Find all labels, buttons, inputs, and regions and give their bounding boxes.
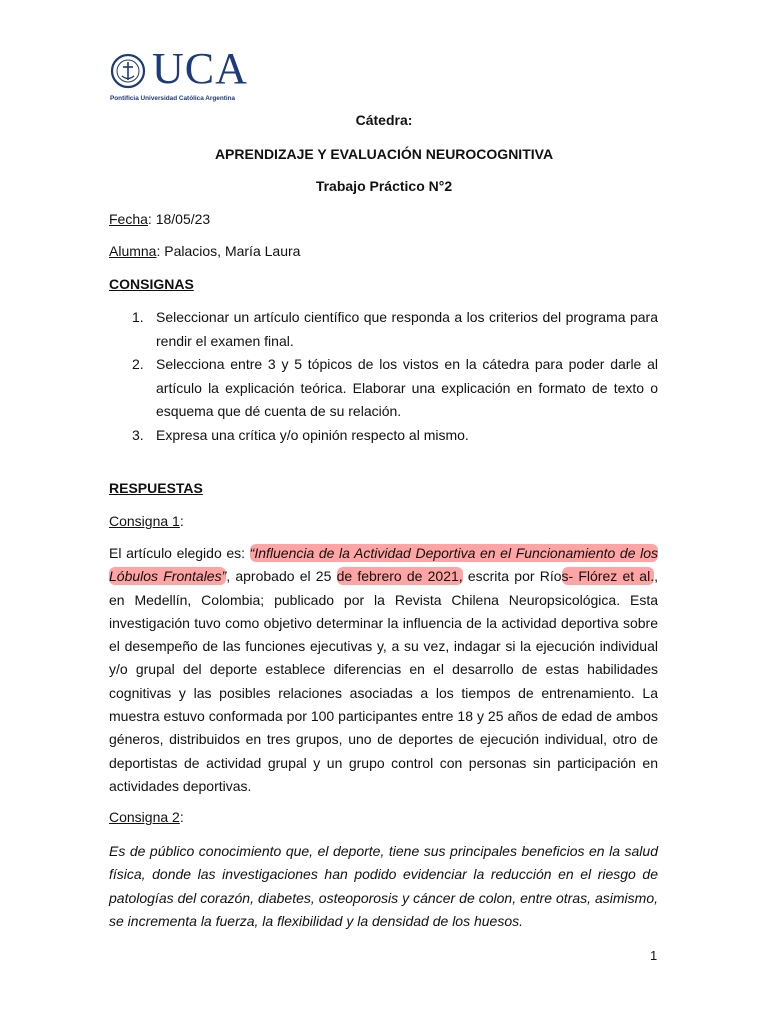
paragraph-line: muestra estuvo conformada por 100 participantes entre 18 y 25 años de edad de ambos	[109, 708, 658, 725]
list-item-number: 3.	[132, 426, 144, 443]
fecha-line	[109, 211, 210, 227]
list-item-number: 2.	[132, 356, 144, 372]
paragraph-line: investigación tuvo como objetivo determinar la influencia de la actividad deportiva sobre	[109, 614, 658, 631]
paragraph-line: y/o grupal del deporte establece diferencias en el desarrollo de estas habilidades	[109, 661, 658, 678]
uca-logo	[110, 44, 260, 108]
paragraph-line	[109, 565, 658, 588]
list-item-number: 1.	[132, 309, 144, 325]
highlighted-date: de febrero de 2021,	[336, 568, 463, 585]
paragraph-line: cognitivas y las posibles relaciones asociadas a los tiempos de entrenamiento. La	[109, 684, 658, 701]
alumna-label: Alumna	[109, 243, 157, 259]
paragraph-line: géneros, distribuidos en tres grupos, uno de deportes de ejecución individual, otro de	[109, 731, 658, 748]
paragraph-line: física, donde las investigaciones han podido evidenciar la reducción en el riesgo de	[109, 866, 658, 883]
alumna-value: : Palacios, María Laura	[156, 243, 301, 259]
logo-subtitle: Pontificia Universidad Católica Argentina	[110, 95, 236, 102]
paragraph-consigna1	[109, 542, 658, 798]
paragraph-text: El artículo elegido es:	[109, 545, 250, 561]
list-item-line: Expresa una crítica y/o opinión respecto al mismo.	[156, 426, 469, 443]
consigna1-label: Consigna 1	[109, 513, 180, 529]
list-item-line: esquema que dé cuenta de su relación.	[156, 403, 402, 419]
paragraph-consigna2	[109, 840, 658, 933]
consigna2-label: Consigna 2	[109, 809, 180, 825]
list-item-line: rendir el examen final.	[156, 332, 294, 349]
paragraph-line: deportistas de actividad grupal y un grupo control con personas sin participación en	[109, 754, 658, 771]
list-item-line: Selecciona entre 3 y 5 tópicos de los vistos en la cátedra para poder darle al	[156, 356, 658, 372]
logo-name: UCA	[152, 44, 248, 93]
fecha-label: Fecha	[109, 211, 148, 227]
paragraph-line: Es de público conocimiento que, el deporte, tiene sus principales beneficios en la salud	[109, 843, 658, 859]
paragraph-text: escrita por Río	[462, 568, 562, 585]
consignas-heading: CONSIGNAS	[109, 276, 194, 292]
paragraph-line: patologías del corazón, diabetes, osteoporosis y cáncer de colon, entre otras, asimismo,	[109, 889, 658, 906]
list-item-line: artículo la explicación teórica. Elaborar una explicación en formato de texto o	[156, 379, 658, 396]
list-item	[109, 306, 658, 353]
paragraph-line: se incrementa la fuerza, la flexibilidad y la densidad de los huesos.	[109, 912, 524, 929]
consignas-list	[109, 306, 658, 447]
highlighted-article-title: “Influencia de la Actividad Deportiva en el Funcionamiento de los	[249, 545, 659, 561]
university-seal-icon	[110, 50, 150, 94]
paragraph-text: , aprobado el 25	[226, 568, 337, 585]
respuestas-heading: RESPUESTAS	[109, 480, 203, 496]
paragraph-line: el desempeño de las funciones ejecutivas y, a su vez, indagar si la ejecución individual	[109, 638, 658, 655]
consigna1-label-line	[109, 513, 184, 529]
fecha-value: : 18/05/23	[147, 211, 211, 227]
page-number: 1	[650, 948, 658, 963]
catedra-label: Cátedra:	[355, 112, 413, 128]
paragraph-line: actividades deportivas.	[109, 777, 252, 794]
assignment-title: Trabajo Práctico N°2	[315, 178, 453, 194]
subject-title: APRENDIZAJE Y EVALUACIÓN NEUROCOGNITIVA	[214, 146, 554, 162]
paragraph-line: en Medellín, Colombia; publicado por la Revista Chilena Neuropsicológica. Esta	[109, 591, 658, 608]
consigna2-label-line	[109, 809, 184, 825]
paragraph-line	[109, 542, 658, 565]
paragraph-text: ,	[654, 568, 658, 585]
consigna2-colon: :	[179, 809, 184, 825]
highlighted-authors: s- Flórez et al.	[561, 568, 655, 585]
list-item	[109, 353, 658, 424]
list-item-line: Seleccionar un artículo científico que responda a los criterios del programa para	[156, 309, 658, 325]
consigna1-colon: :	[179, 513, 184, 529]
alumna-line	[109, 243, 300, 259]
list-item	[109, 424, 658, 448]
highlighted-article-title-end: Lóbulos Frontales”	[109, 568, 227, 585]
